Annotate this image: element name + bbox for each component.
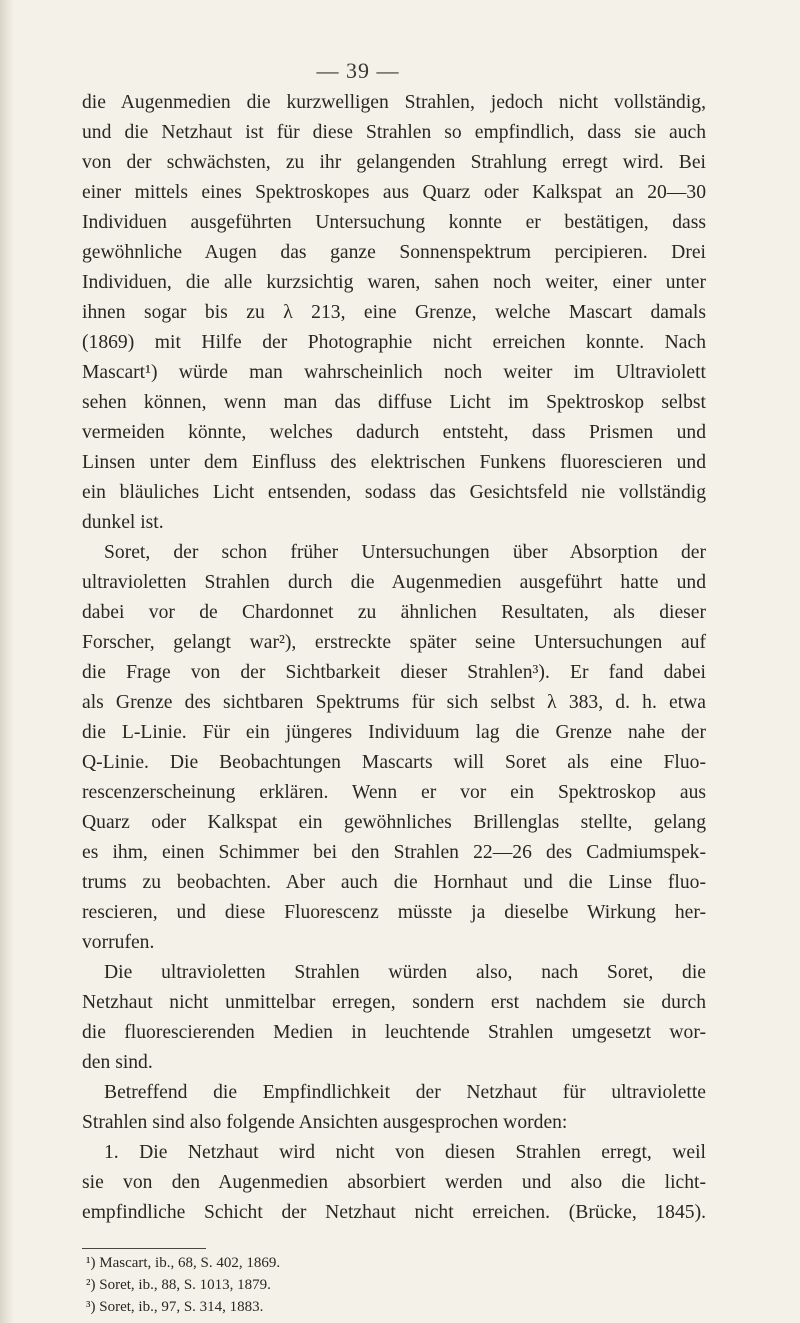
- footnote-mark: ³): [86, 1299, 96, 1315]
- text-line: Betreffend die Empfindlichkeit der Netzhaut für ultraviolette: [104, 1082, 706, 1103]
- footnote-text: Mascart, ib., 68, S. 402, 1869.: [95, 1255, 281, 1271]
- page-number: — 39 —: [316, 58, 400, 83]
- text-line: Die ultravioletten Strahlen würden also, nach Soret, die: [104, 962, 706, 983]
- text-line: trums zu beobachten. Aber auch die Hornhaut und die Linse fluo-: [82, 872, 706, 893]
- footnote-mark: ¹): [86, 1255, 96, 1271]
- text-line: dunkel ist.: [82, 512, 164, 533]
- text-line: und die Netzhaut ist für diese Strahlen so empfindlich, dass sie auch: [82, 122, 706, 143]
- text-line: von der schwächsten, zu ihr gelangenden Strahlung erregt wird. Bei: [82, 152, 706, 173]
- text-line: vermeiden könnte, welches dadurch entsteht, dass Prismen und: [82, 422, 706, 443]
- text-line: ihnen sogar bis zu λ 213, eine Grenze, welche Mascart damals: [82, 302, 706, 323]
- text-line: sie von den Augenmedien absorbiert werden und also die licht-: [82, 1172, 706, 1193]
- text-line: dabei vor de Chardonnet zu ähnlichen Resultaten, als dieser: [82, 602, 706, 623]
- text-line: Netzhaut nicht unmittelbar erregen, sondern erst nachdem sie durch: [82, 992, 706, 1013]
- text-line: ein bläuliches Licht entsenden, sodass das Gesichtsfeld nie vollständig: [82, 482, 706, 503]
- text-line: Individuen ausgeführten Untersuchung konnte er bestätigen, dass: [82, 212, 706, 233]
- footnote-text: Soret, ib., 88, S. 1013, 1879.: [95, 1277, 271, 1293]
- text-line: Linsen unter dem Einfluss des elektrischen Funkens fluorescieren und: [82, 452, 706, 473]
- text-line: den sind.: [82, 1052, 153, 1073]
- text-line: vorrufen.: [82, 932, 155, 953]
- text-line: gewöhnliche Augen das ganze Sonnenspektrum percipieren. Drei: [82, 242, 706, 263]
- text-line: die L-Linie. Für ein jüngeres Individuum lag die Grenze nahe der: [82, 722, 706, 743]
- text-line: Strahlen sind also folgende Ansichten ausgesprochen worden:: [82, 1112, 568, 1133]
- text-line: Individuen, die alle kurzsichtig waren, sahen noch weiter, einer unter: [82, 272, 706, 293]
- text-line: einer mittels eines Spektroskopes aus Quarz oder Kalkspat an 20—30: [82, 182, 706, 203]
- page-edge-shadow: [0, 0, 14, 1323]
- text-line: ultravioletten Strahlen durch die Augenmedien ausgeführt hatte und: [82, 572, 706, 593]
- text-line: rescieren, und diese Fluorescenz müsste ja dieselbe Wirkung her-: [82, 902, 706, 923]
- text-line: empfindliche Schicht der Netzhaut nicht erreichen. (Brücke, 1845).: [82, 1202, 706, 1223]
- text-line: die Augenmedien die kurzwelligen Strahlen, jedoch nicht vollständig,: [82, 92, 706, 113]
- footnote-mark: ²): [86, 1277, 96, 1293]
- footnote: [86, 1296, 586, 1318]
- footnote: [86, 1252, 586, 1274]
- text-line: die Frage von der Sichtbarkeit dieser Strahlen³). Er fand dabei: [82, 662, 706, 683]
- text-line: Forscher, gelangt war²), erstreckte später seine Untersuchungen auf: [82, 632, 706, 653]
- footnote-text: Soret, ib., 97, S. 314, 1883.: [95, 1299, 264, 1315]
- text-line: Mascart¹) würde man wahrscheinlich noch weiter im Ultraviolett: [82, 362, 706, 383]
- footnote: [86, 1274, 586, 1296]
- text-line: Quarz oder Kalkspat ein gewöhnliches Brillenglas stellte, gelang: [82, 812, 706, 833]
- text-line: (1869) mit Hilfe der Photographie nicht erreichen konnte. Nach: [82, 332, 706, 353]
- footnote-rule: [82, 1248, 206, 1249]
- text-line: sehen können, wenn man das diffuse Licht im Spektroskop selbst: [82, 392, 706, 413]
- body-text: [82, 88, 706, 1228]
- text-line: es ihm, einen Schimmer bei den Strahlen 22—26 des Cadmiumspek-: [82, 842, 706, 863]
- footnotes: [86, 1252, 586, 1318]
- text-line: rescenzerscheinung erklären. Wenn er vor ein Spektroskop aus: [82, 782, 706, 803]
- text-line: Q-Linie. Die Beobachtungen Mascarts will Soret als eine Fluo-: [82, 752, 706, 773]
- text-line: 1. Die Netzhaut wird nicht von diesen Strahlen erregt, weil: [104, 1142, 706, 1163]
- text-line: Soret, der schon früher Untersuchungen über Absorption der: [104, 542, 706, 563]
- text-line: die fluorescierenden Medien in leuchtende Strahlen umgesetzt wor-: [82, 1022, 706, 1043]
- text-line: als Grenze des sichtbaren Spektrums für sich selbst λ 383, d. h. etwa: [82, 692, 706, 713]
